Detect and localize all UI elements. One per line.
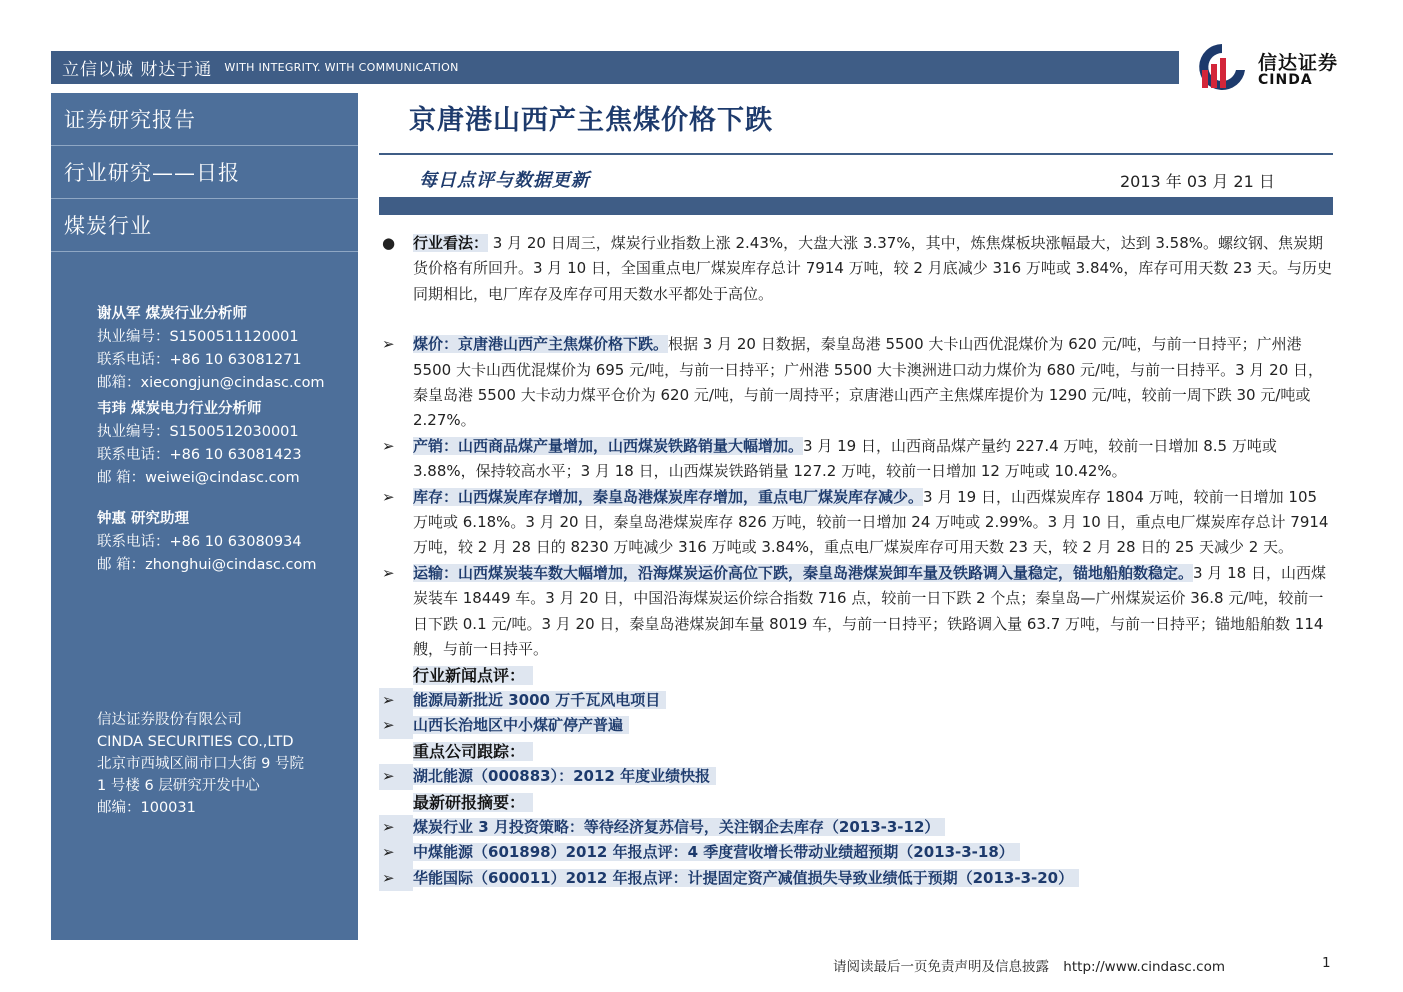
item-text: 根据 3 月 20 日数据，秦皇岛港 5500 大卡山西优混煤价为 620 元/吨，与前一日持平；广州港 5500 大卡山西优混煤价为 695 元/吨，与前一日持平；广州港 5500 大卡澳洲进口动力煤价为 680 元/吨，与前一日持平。3 月 20 日，秦皇岛港 5500 大卡动力煤平仓价为 620 元/吨，与前一周持平；京唐港山西产主焦煤库提价为 1290 元/吨，较前一周下跌 30 元/吨或 2.27%。 — [413, 335, 1324, 430]
item-label: 产销：山西商品煤产量增加，山西煤炭铁路销量大幅增加。 — [413, 436, 804, 455]
arrow-bullet-icon: ➢ — [379, 866, 413, 891]
company-heading — [379, 739, 1333, 764]
logo-text-cn: 信达证券 — [1258, 52, 1339, 74]
disclaimer-notice: 请阅读最后一页免责声明及信息披露 — [833, 959, 1049, 975]
analyst-name: 钟惠 研究助理 — [97, 511, 190, 527]
list-item — [379, 434, 1333, 485]
analyst-phone: 联系电话：+86 10 63081271 — [97, 352, 302, 368]
title-divider — [379, 153, 1333, 155]
report-item[interactable] — [379, 815, 1333, 840]
arrow-bullet-icon: ➢ — [382, 563, 395, 582]
analyst-list — [97, 303, 325, 577]
reports-heading-text: 最新研报摘要： — [413, 793, 533, 812]
news-item[interactable] — [379, 713, 1333, 738]
arrow-bullet-icon: ➢ — [379, 815, 413, 840]
top-banner — [51, 51, 1179, 84]
item-text: 3 月 19 日，山西煤炭库存 1804 万吨，较前一日增加 105 万吨或 6.18%。3 月 20 日，秦皇岛港煤炭库存 826 万吨，较前一日增加 24 万吨或 2.99%。3 月 10 日，重点电厂煤炭库存总计 7914 万吨，较 2 月 28 日的 8230 万吨减少 316 万吨或 3.84%，重点电厂煤炭库存可用天数 23 天，较 2 月 28 日的 25 天减少 2 天。 — [413, 487, 1329, 557]
cinda-logo-icon — [1192, 40, 1252, 94]
report-link[interactable]: 华能国际（600011）2012 年报点评：计提固定资产减值损失导致业绩低于预期（2013-3-20） — [413, 869, 1079, 887]
sidebar-section-research-type: 行业研究——日报 — [51, 146, 358, 199]
item-text: 3 月 19 日，山西商品煤产量约 227.4 万吨，较前一日增加 8.5 万吨或 3.88%，保持较高水平；3 月 18 日，山西煤炭铁路销量 127.2 万吨，较前一日增加 12 万吨或 10.42%。 — [413, 436, 1277, 481]
arrow-bullet-icon: ➢ — [379, 713, 413, 738]
item-text: 3 月 18 日，山西煤炭装车 18449 车。3 月 20 日，中国沿海煤炭运价综合指数 716 点，较前一日下跌 2 个点；秦皇岛—广州煤炭运价 36.8 元/吨，较前一日下跌 0.1 元/吨。3 月 20 日，秦皇岛港煤炭卸车量 8019 车，与前一日持平；铁路调入量 63.7 万吨，与前一日持平；锚地船舶数 114 艘，与前一日持平。 — [413, 563, 1326, 659]
company-address-1: 北京市西城区闹市口大街 9 号院 — [97, 756, 304, 772]
sidebar-section-report-type: 证券研究报告 — [51, 93, 358, 146]
slogan-cn: 立信以诚 财达于通 — [62, 60, 213, 80]
analyst-email[interactable]: 邮 箱：weiwei@cindasc.com — [97, 470, 300, 486]
footer — [833, 955, 1225, 975]
arrow-bullet-icon: ➢ — [382, 487, 395, 506]
news-heading — [379, 663, 1333, 688]
report-item[interactable] — [379, 866, 1333, 891]
analyst-phone: 联系电话：+86 10 63081423 — [97, 447, 302, 463]
item-label: 库存：山西煤炭库存增加，秦皇岛港煤炭库存增加，重点电厂煤炭库存减少。 — [413, 487, 924, 506]
industry-view — [379, 231, 1333, 307]
news-heading-text: 行业新闻点评： — [413, 666, 533, 685]
sidebar-section-industry: 煤炭行业 — [51, 199, 358, 252]
logo-text-en: CINDA — [1258, 72, 1313, 88]
company-address-2: 1 号楼 6 层研究开发中心 — [97, 778, 260, 794]
analyst-cert: 执业编号：S1500512030001 — [97, 424, 299, 440]
report-subtitle: 每日点评与数据更新 — [419, 170, 590, 191]
analyst-phone: 联系电话：+86 10 63080934 — [97, 534, 302, 550]
dot-bullet-icon: ● — [382, 234, 396, 252]
report-item[interactable] — [379, 840, 1333, 865]
industry-view-text: 3 月 20 日周三，煤炭行业指数上涨 2.43%，大盘大涨 3.37%，其中，炼焦煤板块涨幅最大，达到 3.58%。螺纹钢、焦炭期货价格有所回升。3 月 10 日，全国重点电厂煤炭库存总计 7914 万吨，较 2 月底减少 316 万吨或 3.84%，库存可用天数 23 天。与历史同期相比，电厂库存及库存可用天数水平都处于高位。 — [413, 234, 1332, 303]
item-label: 运输：山西煤炭装车数大幅增加，沿海煤炭运价高位下跌，秦皇岛港煤炭卸车量及铁路调入量稳定，锚地船舶数稳定。 — [413, 563, 1194, 582]
company-zip: 邮编：100031 — [97, 800, 196, 816]
report-link[interactable]: 中煤能源（601898）2012 年报点评：4 季度营收增长带动业绩超预期（2013-3-18） — [413, 843, 1020, 861]
report-link[interactable]: 煤炭行业 3 月投资策略：等待经济复苏信号，关注钢企去库存（2013-3-12） — [413, 818, 945, 836]
news-link[interactable]: 能源局新批近 3000 万千瓦风电项目 — [413, 691, 666, 709]
analyst-name: 韦玮 煤炭电力行业分析师 — [97, 401, 262, 417]
company-heading-text: 重点公司跟踪： — [413, 742, 533, 761]
report-body — [379, 231, 1333, 891]
arrow-bullet-icon: ➢ — [382, 436, 395, 455]
company-name-cn: 信达证券股份有限公司 — [97, 712, 242, 728]
slogan-en: WITH INTEGRITY. WITH COMMUNICATION — [224, 61, 459, 74]
analyst-email[interactable]: 邮 箱：zhonghui@cindasc.com — [97, 557, 317, 573]
report-date: 2013 年 03 月 21 日 — [1120, 172, 1275, 191]
header-bar — [379, 197, 1333, 215]
company-name-en: CINDA SECURITIES CO.,LTD — [97, 734, 294, 750]
industry-view-label: 行业看法： — [413, 234, 489, 252]
analyst-cert: 执业编号：S1500511120001 — [97, 329, 299, 345]
report-title: 京唐港山西产主焦煤价格下跌 — [409, 105, 773, 136]
reports-heading — [379, 790, 1333, 815]
sidebar — [51, 93, 358, 940]
arrow-bullet-icon: ➢ — [382, 335, 395, 354]
arrow-bullet-icon: ➢ — [379, 840, 413, 865]
news-item[interactable] — [379, 688, 1333, 713]
list-item — [379, 332, 1333, 434]
list-item — [379, 485, 1333, 561]
company-info — [97, 709, 304, 819]
analyst-email[interactable]: 邮箱：xiecongjun@cindasc.com — [97, 375, 325, 391]
item-label: 煤价：京唐港山西产主焦煤价格下跌。 — [413, 335, 669, 354]
cinda-logo — [1192, 40, 1342, 94]
page-number: 1 — [1322, 955, 1331, 971]
arrow-bullet-icon: ➢ — [379, 764, 413, 789]
list-item — [379, 561, 1333, 663]
company-item[interactable] — [379, 764, 1333, 789]
analyst-name: 谢从军 煤炭行业分析师 — [97, 306, 248, 322]
arrow-bullet-icon: ➢ — [379, 688, 413, 713]
website-link[interactable]: http://www.cindasc.com — [1063, 959, 1225, 975]
news-link[interactable]: 山西长治地区中小煤矿停产普遍 — [413, 716, 629, 734]
company-link[interactable]: 湖北能源（000883）：2012 年度业绩快报 — [413, 767, 716, 785]
